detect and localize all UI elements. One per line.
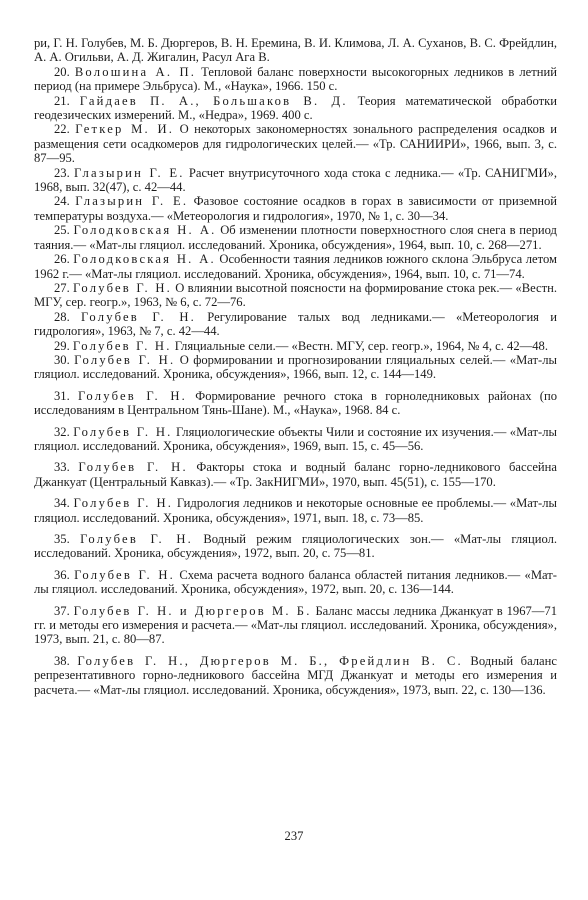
reference-number: 21. — [54, 93, 70, 108]
reference-text: Схема расчета водного баланса областей питания ледников.— «Мат-лы гляциол. исследований. Хроника, обсуждения», 1972, вып. 20, с. 136—144. — [34, 567, 557, 597]
reference-author: Голубев Г. Н. и Дюргеров М. Б. — [73, 603, 312, 618]
reference-number: 23. — [54, 165, 70, 180]
reference-36 — [34, 568, 557, 597]
reference-continuation: ри, Г. Н. Голубев, М. Б. Дюргеров, В. Н. Еремина, В. И. Климова, Л. А. Суханов, В. С. Фрейдлин, А. А. Огильви, А. Д. Жигалин, Расул Ага В. — [34, 36, 557, 65]
reference-number: 27. — [54, 280, 70, 295]
reference-32 — [34, 425, 557, 454]
reference-number: 38. — [54, 653, 70, 668]
reference-author: Голубев Г. Н. — [72, 338, 172, 353]
reference-number: 22. — [54, 122, 70, 137]
reference-author: Голубев Г. Н. — [74, 567, 176, 582]
reference-31 — [34, 389, 557, 418]
reference-number: 28. — [54, 309, 70, 324]
reference-text: Факторы стока и водный баланс горно-ледникового бассейна Джанкуат (Центральный Кавказ).— «Тр. ЗакНИГМИ», 1970, вып. 45(51), с. 155—170. — [34, 460, 557, 489]
reference-text: Гидрология ледников и некоторые основные ее проблемы.— «Мат-лы гляциол. исследований. Хроника, обсуждения», 1971, вып. 18, с. 73—85. — [34, 496, 557, 525]
reference-author: Голубев Г. Н. — [81, 309, 196, 324]
reference-text: Регулирование талых вод ледниками.— «Метеорология и гидрология», 1963, № 7, с. 42—44. — [34, 309, 557, 339]
reference-text: Теория математической обработки геодезических измерений. М., «Недра», 1969. 400 с. — [34, 93, 557, 123]
reference-author: Голубев Г. Н. — [74, 352, 176, 367]
reference-text: О некоторых закономерностях зонального распределения осадков и размещения сети осадкомеров для гидрологических целей.— «Тр. САНИИРИ», 1966, вып. 3, с. 87—95. — [34, 122, 557, 166]
reference-34 — [34, 496, 557, 525]
reference-26 — [34, 252, 557, 281]
reference-author: Голубев Г. Н. — [73, 280, 172, 295]
reference-number: 35. — [54, 532, 70, 546]
reference-23 — [34, 166, 557, 195]
reference-author: Голубев Г. Н., Дюргеров М. Б., Фрейдлин В. С. — [77, 653, 463, 668]
reference-24 — [34, 194, 557, 223]
reference-text: Об изменении плотности поверхностного слоя снега в период таяния.— «Мат-лы гляциол. исследований. Хроника, обсуждения», 1964, вып. 10, с. 268—271. — [34, 223, 557, 252]
page-number: 237 — [284, 829, 304, 843]
reference-author: Геткер М. И. — [75, 122, 175, 137]
reference-number: 26. — [54, 252, 70, 267]
reference-number: 33. — [54, 460, 70, 475]
reference-number: 32. — [54, 424, 70, 439]
reference-text: Водный режим гляциологических зон.— «Мат-лы гляциол. исследований. Хроника, обсуждения», 1972, вып. 20, с. 75—81. — [34, 532, 558, 561]
reference-number: 25. — [54, 223, 70, 238]
reference-number: 31. — [54, 388, 70, 403]
reference-author: Голубев Г. Н. — [78, 460, 188, 475]
reference-number: 24. — [54, 194, 70, 209]
reference-text: Гляциальные сели.— «Вестн. МГУ, сер. геогр.», 1964, № 4, с. 42—48. — [174, 338, 548, 353]
reference-20 — [34, 65, 557, 94]
reference-38 — [34, 654, 557, 697]
bibliography-page — [34, 36, 557, 697]
reference-author: Голубев Г. Н. — [73, 496, 174, 511]
reference-author: Голодковская Н. А. — [73, 223, 217, 238]
reference-text: Формирование речного стока в горноледниковых районах (по исследованиям в Центральном Тянь-Шане). М., «Наука», 1968. 84 с. — [34, 388, 558, 418]
reference-text: Гляциологические объекты Чили и состояние их изучения.— «Мат-лы гляциол. исследований. Хроника, обсуждения», 1969, вып. 15, с. 45—56. — [34, 424, 557, 453]
reference-21 — [34, 94, 557, 123]
reference-number: 36. — [54, 567, 70, 582]
reference-text: О формировании и прогнозировании гляциальных селей.— «Мат-лы гляциол. исследований. Хроника, обсуждения», 1966, вып. 12, с. 144—149. — [34, 352, 557, 382]
reference-text: Расчет внутрисуточного хода стока с ледника.— «Тр. САНИГМИ», 1968, вып. 32(47), с. 42—44. — [34, 165, 558, 195]
reference-author: Голодковская Н. А. — [73, 252, 216, 267]
reference-22 — [34, 122, 557, 165]
reference-author: Гайдаев П. А., Большаков В. Д. — [79, 93, 348, 108]
reference-37 — [34, 604, 557, 647]
reference-number: 37. — [54, 603, 70, 618]
reference-author: Глазырин Г. Е. — [74, 165, 185, 180]
reference-author: Голубев Г. Н. — [78, 388, 187, 403]
reference-28 — [34, 310, 557, 339]
reference-text: Баланс массы ледника Джанкуат в 1967—71 гг. и методы его измерения и расчета.— «Мат-лы гляциол. исследований. Хроника, обсуждения», 1973, вып. 21, с. 80—87. — [34, 603, 557, 647]
reference-author: Голубев Г. Н. — [73, 424, 173, 439]
reference-author: Волошина А. П. — [74, 64, 197, 79]
reference-number: 20. — [54, 64, 70, 79]
reference-text: Водный баланс репрезентативного горно-ледникового бассейна МГД Джанкуат и методы его измерения и расчета.— «Мат-лы гляциол. исследований. Хроника, обсуждения», 1973, вып. 22, с. 130—136. — [34, 653, 557, 697]
reference-text: Фазовое состояние осадков в горах в зависимости от приземной температуры воздуха.— «Метеорология и гидрология», 1970, № 1, с. 30—34. — [34, 194, 558, 223]
reference-text: Особенности таяния ледников южного склона Эльбруса летом 1962 г.— «Мат-лы гляциол. исследований. Хроника, обсуждения», 1964, вып. 10, с. 71—74. — [34, 252, 557, 281]
reference-25 — [34, 223, 557, 252]
reference-30 — [34, 353, 557, 382]
reference-29 — [34, 339, 557, 353]
reference-35 — [34, 532, 557, 561]
reference-number: 34. — [54, 496, 70, 511]
reference-author: Глазырин Г. Е. — [75, 194, 189, 209]
reference-number: 29. — [54, 338, 70, 353]
reference-text: Тепловой баланс поверхности высокогорных ледников в летний период (на примере Эльбруса). М., «Наука», 1966. 150 с. — [34, 64, 557, 94]
reference-number: 30. — [54, 352, 70, 367]
reference-text: О влиянии высотной поясности на формирование стока рек.— «Вестн. МГУ, сер. геогр.», 1963, № 6, с. 72—76. — [34, 280, 557, 310]
reference-27 — [34, 281, 557, 310]
reference-author: Голубев Г. Н. — [80, 532, 194, 546]
reference-33 — [34, 460, 557, 489]
